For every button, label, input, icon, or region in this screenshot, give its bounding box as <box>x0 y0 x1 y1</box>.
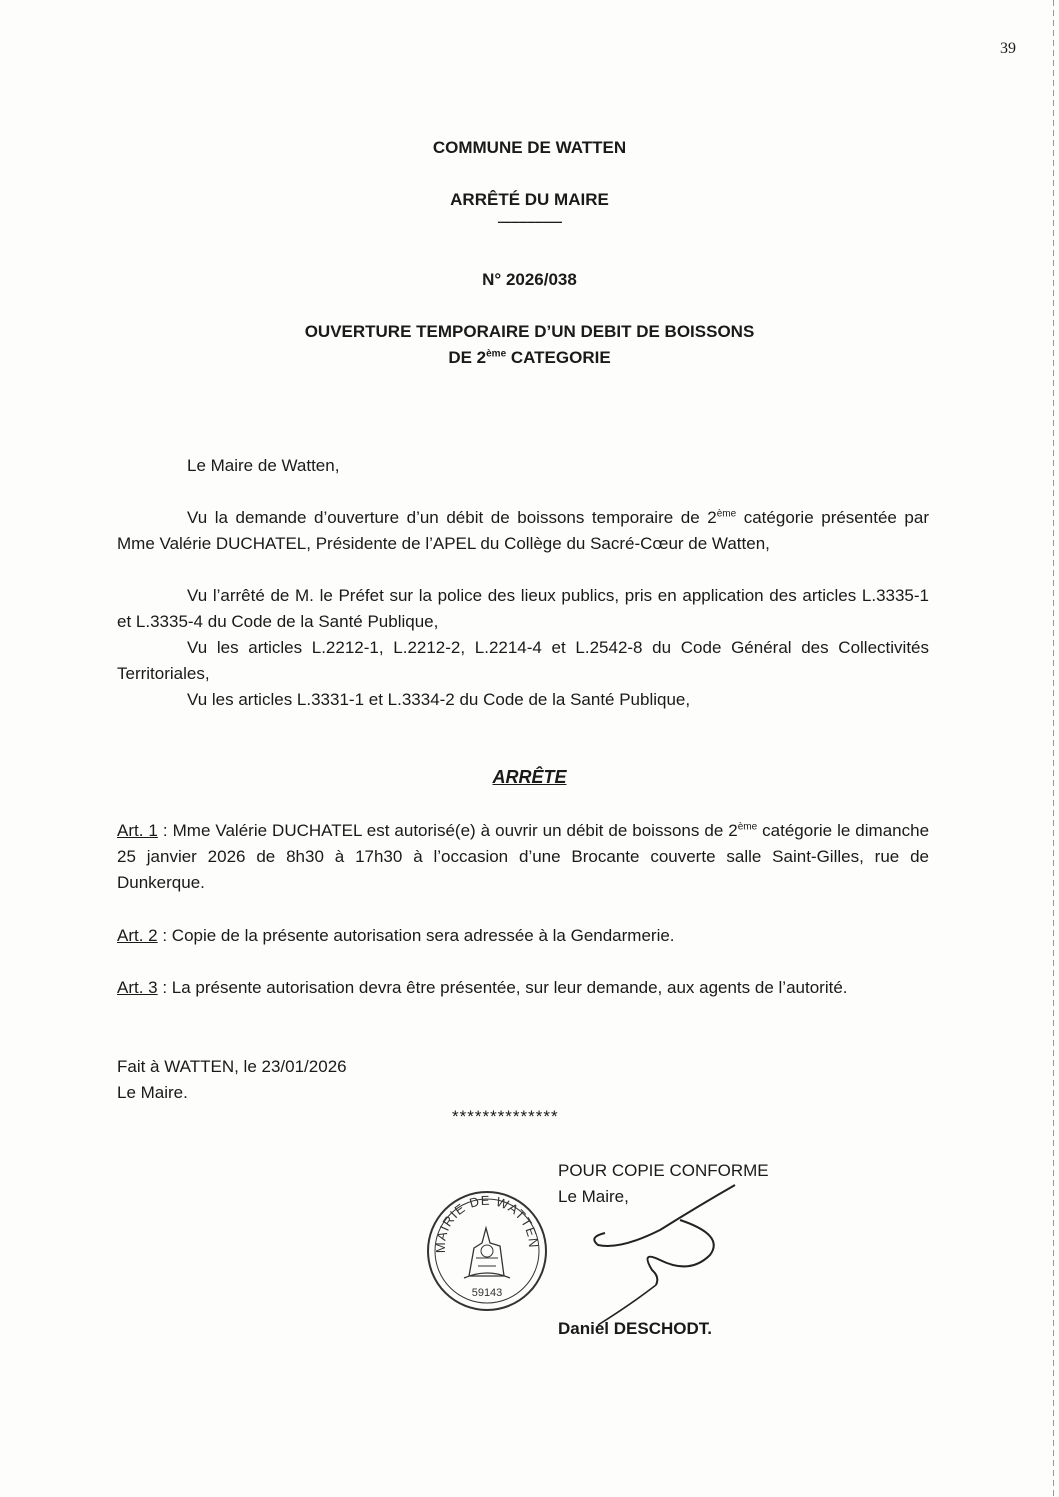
visa-2: Vu l’arrêté de M. le Préfet sur la police des lieux publics, pris en application des articles L.3335-1 et L.3335-4 du Code de la Santé Publique, <box>117 586 929 631</box>
commune-title: COMMUNE DE WATTEN <box>432 138 627 157</box>
svg-text:59143: 59143 <box>471 1287 503 1299</box>
copy-mayor: Le Maire, <box>558 1187 629 1206</box>
visa-1: Vu la demande d’ouverture d’un débit de boissons temporaire de 2ème catégorie présentée par Mme Valérie DUCHATEL, Présidente de l’APEL du Collège du Sacré-Cœur de Watten, <box>117 508 929 553</box>
signer-name: Daniel DESCHODT. <box>558 1319 712 1338</box>
page-number: 39 <box>1000 40 1016 57</box>
signer-role: Le Maire. <box>117 1083 188 1102</box>
visa-3: Vu les articles L.2212-1, L.2212-2, L.2214-4 et L.2542-8 du Code Général des Collectivités Territoriales, <box>117 638 929 683</box>
arrete-heading: ARRÊTE <box>492 767 567 787</box>
object-line-2: DE 2ème CATEGORIE <box>448 348 611 367</box>
arrete-number: N° 2026/038 <box>482 270 577 289</box>
copy-conforme: POUR COPIE CONFORME <box>558 1161 769 1180</box>
intro-text: Le Maire de Watten, <box>187 456 340 475</box>
visa-4: Vu les articles L.3331-1 et L.3334-2 du Code de la Santé Publique, <box>187 690 691 709</box>
title-separator: ------------------------ <box>497 216 562 228</box>
article-2: Art. 2 : Copie de la présente autorisation sera adressée à la Gendarmerie. <box>117 926 675 945</box>
stars-separator: ************** <box>452 1107 559 1126</box>
article-3: Art. 3 : La présente autorisation devra être présentée, sur leur demande, aux agents de l’autorité. <box>117 978 848 997</box>
place-date: Fait à WATTEN, le 23/01/2026 <box>117 1057 347 1076</box>
object-line-1: OUVERTURE TEMPORAIRE D’UN DEBIT DE BOISSONS <box>304 322 755 341</box>
arrete-title: ARRÊTÉ DU MAIRE <box>450 190 609 209</box>
article-1: Art. 1 : Mme Valérie DUCHATEL est autorisé(e) à ouvrir un débit de boissons de 2ème catégorie le dimanche 25 janvier 2026 de 8h30 à 17h30 à l’occasion d’une Brocante couverte salle Saint-Gilles, rue de Dunkerque. <box>117 821 930 892</box>
handwritten-signature <box>560 1175 760 1335</box>
svg-text:MAIRIE DE WATTEN: MAIRIE DE WATTEN <box>432 1192 542 1254</box>
mairie-seal-stamp <box>424 1188 550 1314</box>
